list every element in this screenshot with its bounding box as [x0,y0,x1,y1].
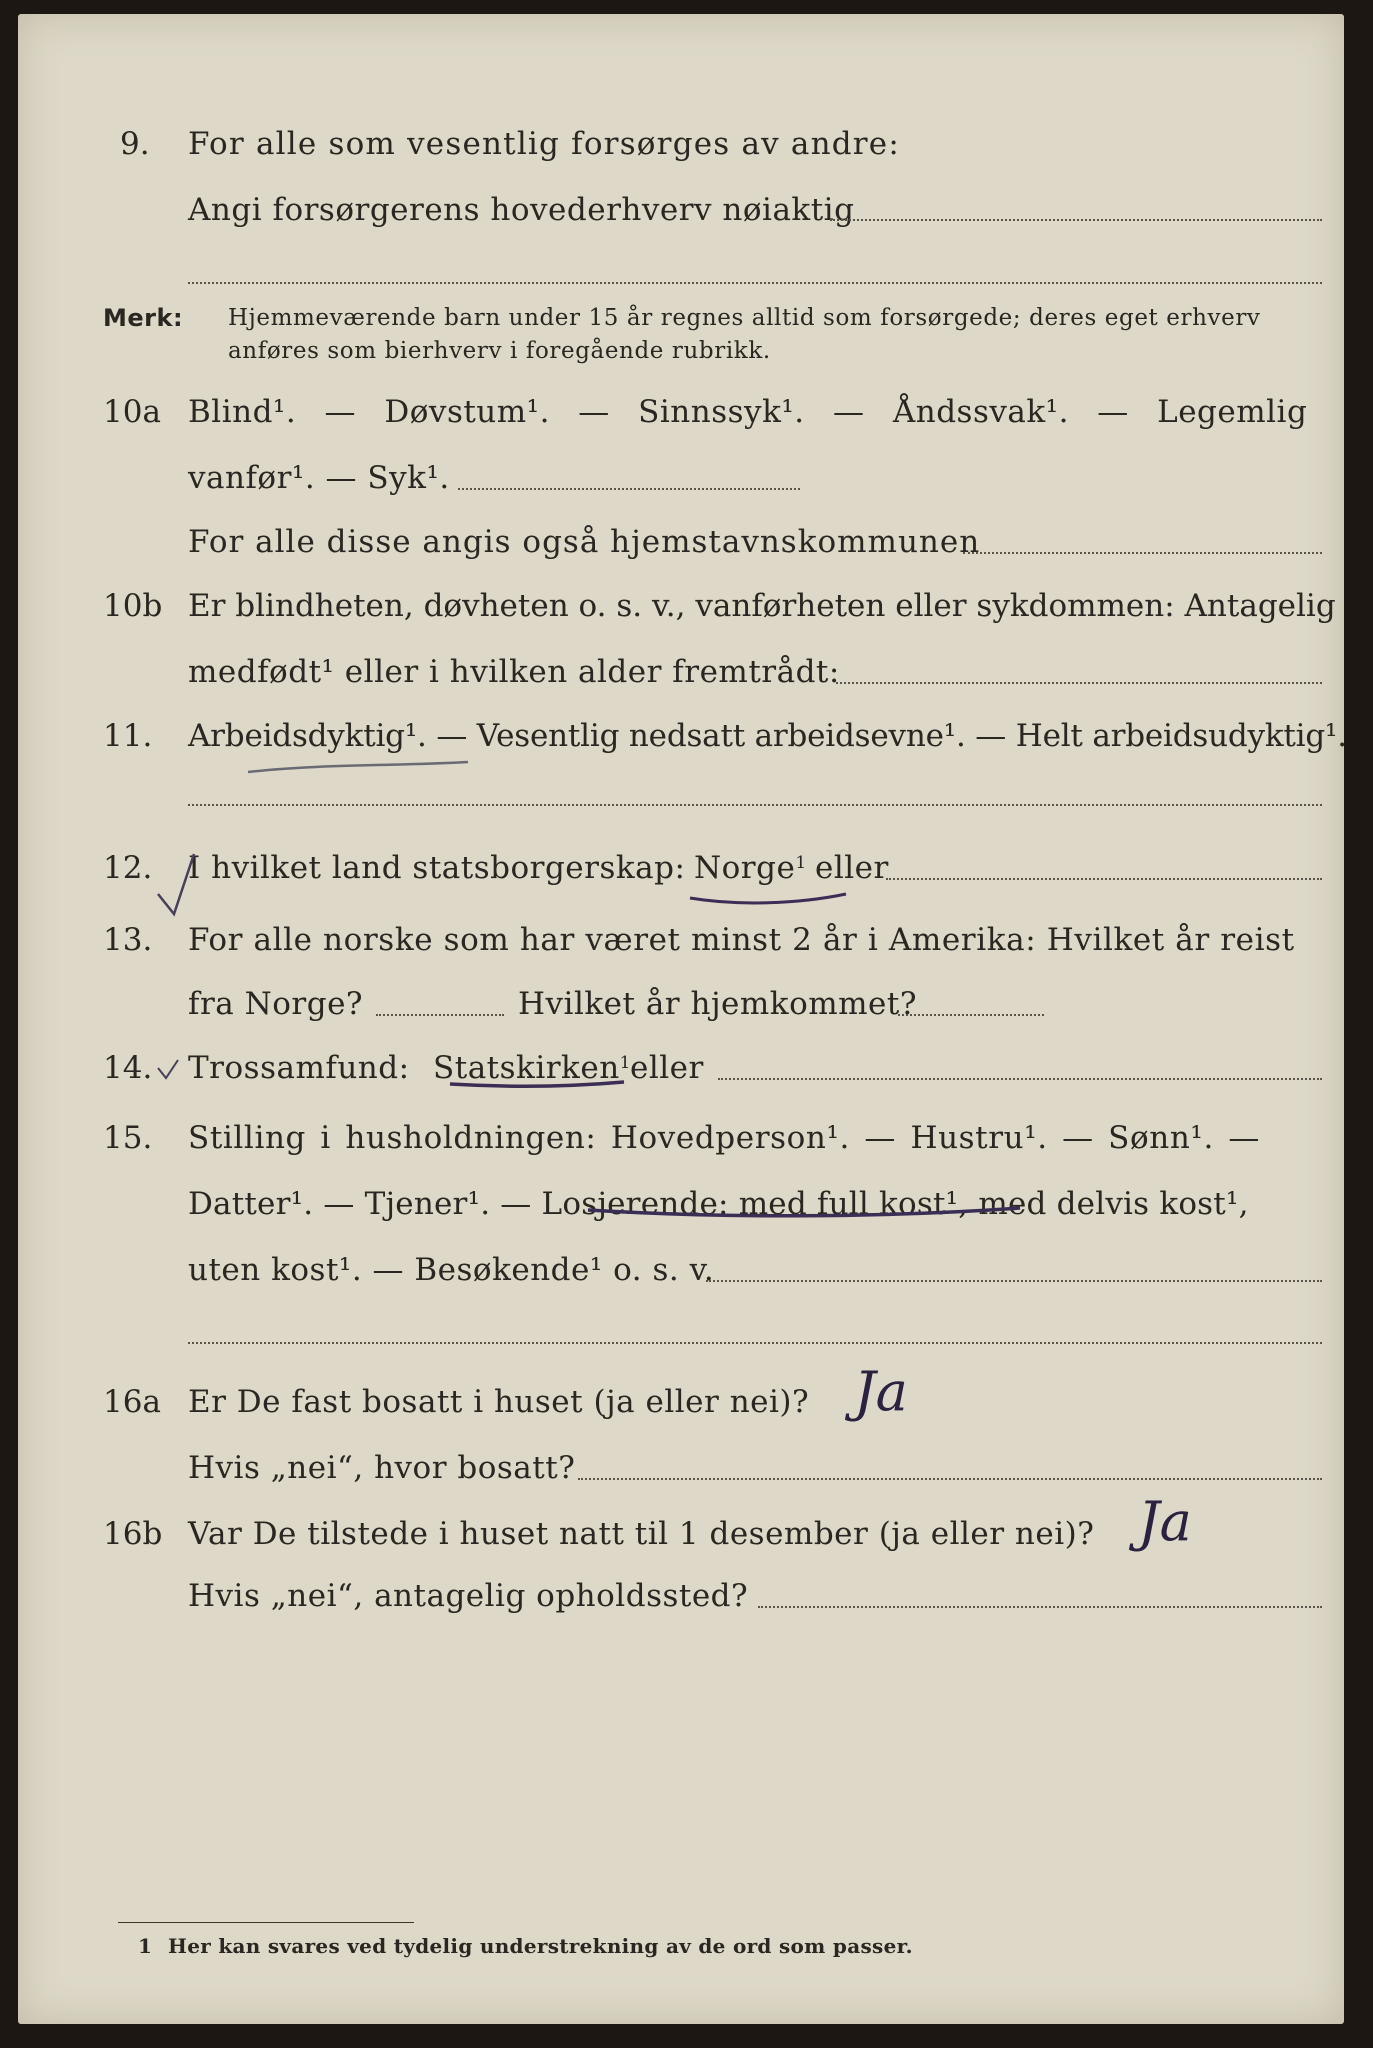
q10b-number: 10b [103,588,163,624]
merk-label: Merk: [103,304,184,332]
q12-option-norge[interactable]: Norge$^1$ [694,850,807,886]
footnote-text: Her kan svares ved tydelig understrekning av de ord som passer. [168,1934,913,1958]
q12-suffix: eller [815,850,889,886]
q15-line1: Stilling i husholdningen: Hovedperson¹. — Hustru¹. — Sønn¹. — [188,1120,1260,1156]
q9-line1: For alle som vesentlig forsørges av andre: [188,126,900,162]
q11-underline-mark [248,762,468,772]
q12-underline-mark [690,894,846,903]
q10a-line2: vanfør¹. — Syk¹. [188,460,450,496]
q14-underline-mark [450,1082,624,1086]
q13-line1: For alle norske som har været minst 2 år i Amerika: Hvilket år reist [188,922,1295,958]
q16a-line2: Hvis „nei“, hvor bosatt? [188,1450,576,1486]
q16b-handwritten-answer[interactable]: Ja [1138,1490,1192,1553]
q15-number: 15. [103,1120,153,1156]
q13-line2a: fra Norge? [188,986,364,1022]
q15-line2: Datter¹. — Tjener¹. — Losjerende: med full kost¹, med delvis kost¹, [188,1186,1249,1222]
q13-number: 13. [103,922,153,958]
q16b-line1: Var De tilstede i huset natt til 1 desember (ja eller nei)? [188,1516,1095,1552]
q14-line1: Trossamfund: [188,1050,410,1086]
q16a-line1: Er De fast bosatt i huset (ja eller nei)? [188,1384,810,1420]
q16b-number: 16b [103,1516,163,1552]
footnote-marker: 1 [138,1934,153,1958]
q13-line2b: Hvilket år hjemkommet? [518,986,917,1022]
census-form-page [18,14,1347,2024]
q10a-line1: Blind¹. — Døvstum¹. — Sinnssyk¹. — Åndssvak¹. — Legemlig [188,394,1308,430]
q15-line3: uten kost¹. — Besøkende¹ o. s. v. [188,1252,715,1288]
q10b-line2: medfødt¹ eller i hvilken alder fremtrådt: [188,654,840,690]
q12-line1: I hvilket land statsborgerskap: [188,850,686,886]
ink-marks-layer [18,14,1344,2024]
q9-number: 9. [120,126,150,162]
q14-number: 14. [103,1050,153,1086]
q12-number: 12. [103,850,153,886]
q14-check-icon [158,1060,178,1078]
q15-underline-mark [588,1208,1020,1216]
q14-option-statskirken[interactable]: Statskirken$^1$ [433,1050,631,1086]
q11-line1: Arbeidsdyktig¹. — Vesentlig nedsatt arbeidsevne¹. — Helt arbeidsudyktig¹. [188,718,1347,754]
q16a-handwritten-answer[interactable]: Ja [854,1360,908,1423]
q16b-line2: Hvis „nei“, antagelig opholdssted? [188,1578,749,1614]
q9-line2: Angi forsørgerens hovederhverv nøiaktig [188,192,855,228]
q14-suffix: eller [630,1050,704,1086]
merk-line2: anføres som bierhverv i foregående rubrikk. [228,338,771,364]
merk-line1: Hjemmeværende barn under 15 år regnes alltid som forsørgede; deres eget erhverv [228,305,1261,331]
q10a-number: 10a [103,394,161,430]
q10b-line1: Er blindheten, døvheten o. s. v., vanførheten eller sykdommen: Antagelig [188,588,1336,624]
q10a-line3: For alle disse angis også hjemstavnskommunen [188,524,981,560]
q11-number: 11. [103,718,153,754]
q16a-number: 16a [103,1384,161,1420]
q12-check-icon [158,854,194,914]
